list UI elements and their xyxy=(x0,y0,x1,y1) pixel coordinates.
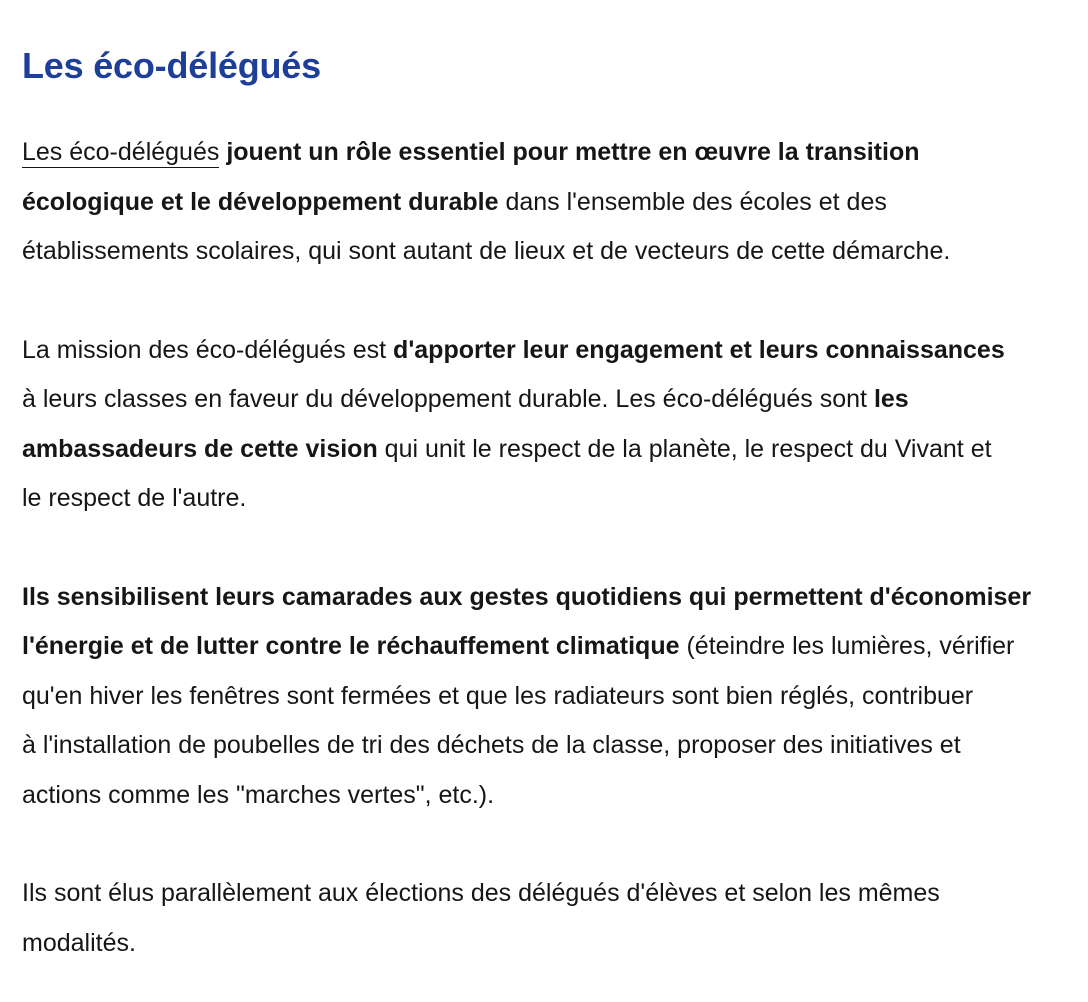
paragraph-line: le respect de l'autre. xyxy=(22,484,247,512)
eco-delegues-link[interactable]: Les éco-délégués xyxy=(22,138,220,166)
paragraph-line: à l'installation de poubelles de tri des déchets de la classe, proposer des initiatives et xyxy=(22,731,961,759)
paragraph-line: qu'en hiver les fenêtres sont fermées et que les radiateurs sont bien réglés, contribuer xyxy=(22,681,974,710)
paragraph-line xyxy=(22,622,1088,672)
paragraph-line: modalités. xyxy=(22,928,136,957)
page-title: Les éco-délégués xyxy=(22,45,321,86)
bold-text: ambassadeurs de cette vision xyxy=(22,434,378,463)
paragraph-line xyxy=(22,375,1088,425)
bold-text: les xyxy=(873,385,909,413)
body-text: à leurs classes en faveur du développement durable. Les éco-délégués sont xyxy=(22,385,874,413)
body-text: (éteindre les lumières, vérifier xyxy=(679,632,1015,660)
paragraph-line: Ils sont élus parallèlement aux élections des délégués d'élèves et selon les mêmes xyxy=(22,879,940,907)
paragraph-elections xyxy=(22,869,1088,968)
bold-text: jouent un rôle essentiel pour mettre en œuvre la transition xyxy=(219,138,920,166)
paragraph-line xyxy=(22,425,1088,475)
paragraph-line xyxy=(22,128,1088,178)
paragraph-mission xyxy=(22,326,1088,524)
paragraph-line: établissements scolaires, qui sont autant de lieux et de vecteurs de cette démarche. xyxy=(22,237,951,265)
paragraph-awareness xyxy=(22,573,1088,821)
paragraph-line xyxy=(22,178,1088,228)
bold-text: Ils sensibilisent leurs camarades aux gestes quotidiens qui permettent d'économiser xyxy=(22,582,1032,611)
bold-text: l'énergie et de lutter contre le réchauffement climatique xyxy=(22,632,680,660)
paragraph-line xyxy=(22,326,1088,376)
body-text: qui unit le respect de la planète, le respect du Vivant et xyxy=(377,434,992,463)
paragraph-line xyxy=(22,573,1088,623)
bold-text: d'apporter leur engagement et leurs connaissances xyxy=(393,335,1005,364)
paragraph-intro xyxy=(22,128,1088,277)
bold-text: écologique et le développement durable xyxy=(22,187,499,216)
body-text: La mission des éco-délégués est xyxy=(22,335,394,364)
paragraph-line: actions comme les "marches vertes", etc.). xyxy=(22,780,495,809)
body-text: dans l'ensemble des écoles et des xyxy=(498,187,887,216)
